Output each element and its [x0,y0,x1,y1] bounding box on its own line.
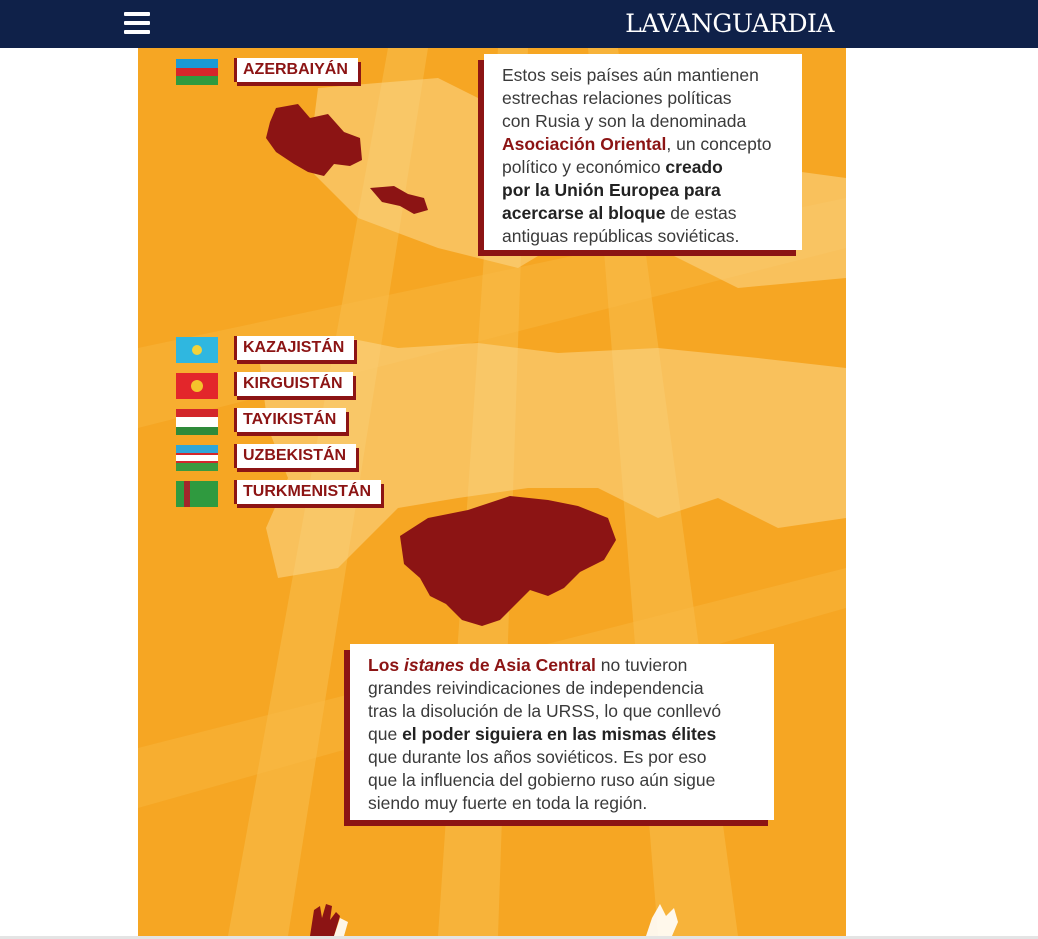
country-label: KIRGUISTÁN [234,372,353,396]
country-label: TURKMENISTÁN [234,480,381,504]
central-asia-textbox: Los istanes de Asia Central no tuvieron grandes reivindicaciones de independencia tras la disolución de la URSS, lo que conllevó que el poder siguiera en las mismas élites que durante los años soviéticos. Es por eso que la influencia del gobierno ruso aún sigue siendo muy fuerte en toda la región. [350,644,774,820]
eastern-partnership-textbox: Estos seis países aún mantienen estrechas relaciones políticas con Rusia y son la denominada Asociación Oriental, un concepto político y económico creado por la Unión Europea para acercarse al bloque de estas antiguas repúblicas soviéticas. [484,54,802,250]
kazakhstan-flag-icon [176,337,218,363]
site-logo[interactable]: LAVANGUARDIA [625,9,834,38]
infographic-image [138,48,846,936]
site-header [0,0,1038,48]
country-label: TAYIKISTÁN [234,408,346,432]
country-row-tajikistan [176,408,476,436]
azerbaijan-flag-icon [176,59,218,85]
decorative-hands-icon [138,898,846,936]
country-label: AZERBAIYÁN [234,58,358,82]
hamburger-menu-icon[interactable] [124,12,150,34]
country-label: KAZAJISTÁN [234,336,354,360]
central-asia-map [400,496,616,626]
uzbekistan-flag-icon [176,445,218,471]
country-label: UZBEKISTÁN [234,444,356,468]
country-row-turkmenistan [176,480,476,508]
country-row-azerbaijan [176,58,476,86]
tajikistan-flag-icon [176,409,218,435]
country-row-kazakhstan [176,336,476,364]
country-row-kyrgyzstan [176,372,476,400]
kyrgyzstan-flag-icon [176,373,218,399]
turkmenistan-flag-icon [176,481,218,507]
country-row-uzbekistan [176,444,476,472]
